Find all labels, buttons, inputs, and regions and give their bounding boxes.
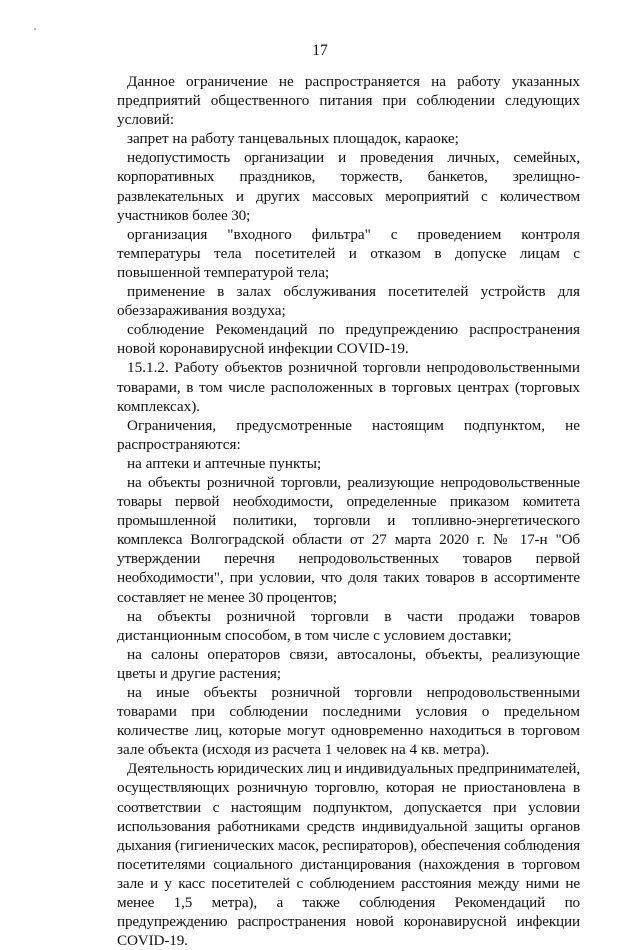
paragraph-air-disinfection: применение в залах обслуживания посетителей устройств для обеззараживания воздуха; <box>117 283 580 320</box>
paragraph-restriction-exception: Данное ограничение не распространяется на работу указанных предприятий общественного питания при соблюдении следующих условий: <box>117 73 580 129</box>
paragraph-dance-ban: запрет на работу танцевальных площадок, караоке; <box>127 130 459 148</box>
paragraph-restrictions-not-apply: Ограничения, предусмотренные настоящим подпунктом, не распространяются: <box>117 416 580 453</box>
paragraph-entry-filter: организация "входного фильтра" с проведением контроля температуры тела посетителей и отказом в допуске лицам с повышенной температурой тела; <box>117 225 580 281</box>
paragraph-events-ban: недопустимость организации и проведения личных, семейных, корпоративных праздников, торжеств, банкетов, зрелищно-развлекательных и других массовых мероприятий с количеством участников более 30; <box>117 149 580 224</box>
paragraph-remote-sales: на объекты розничной торговли в части продажи товаров дистанционным способом, в том числе с условием доставки; <box>117 607 580 644</box>
page-number: 17 <box>312 42 328 59</box>
paragraph-essential-goods: на объекты розничной торговли, реализующие непродовольственные товары первой необходимости, определенные приказом комитета промышленной политики, торговли и топливно-энергетического комплекса Волгоградской области от 27 марта 2020 г. № 17-н "Об утверждении перечня непродовольственных товаров первой необходимости", при условии, что доля таких товаров в ассортименте составляет не менее 30 процентов; <box>117 473 580 606</box>
paragraph-15-1-2: 15.1.2. Работу объектов розничной торговли непродовольственными товарами, в том числе расположенных в торговых центрах (торговых комплексах). <box>117 359 580 415</box>
paragraph-communication-salons: на салоны операторов связи, автосалоны, объекты, реализующие цветы и другие растения; <box>117 645 580 682</box>
paragraph-covid-recommendations: соблюдение Рекомендаций по предупреждению распространения новой коронавирусной инфекции COVID-19. <box>117 321 580 358</box>
paragraph-business-activity: Деятельность юридических лиц и индивидуальных предпринимателей, осуществляющих розничную торговлю, которая не приостановлена в соответствии с настоящим подпунктом, допускается при условии использования работниками средств индивидуальной защиты органов дыхания (гигиенических масок, респираторов), обеспечения соблюдения посетителями социального дистанцирования (нахождения в торговом зале и у касс посетителей с соблюдением расстояния между ними не менее 1,5 метра), а также соблюдения Рекомендаций по предупреждению распространения новой коронавирусной инфекции COVID-19. <box>117 760 580 950</box>
scan-artifact <box>34 28 36 30</box>
paragraph-other-retail: на иные объекты розничной торговли непродовольственными товарами при соблюдении последними условия о предельном количестве лиц, которые могут одновременно находиться в торговом зале объекта (исходя из расчета 1 человек на 4 кв. метра). <box>117 684 580 759</box>
document-body <box>117 72 580 950</box>
paragraph-pharmacies: на аптеки и аптечные пункты; <box>127 454 322 472</box>
